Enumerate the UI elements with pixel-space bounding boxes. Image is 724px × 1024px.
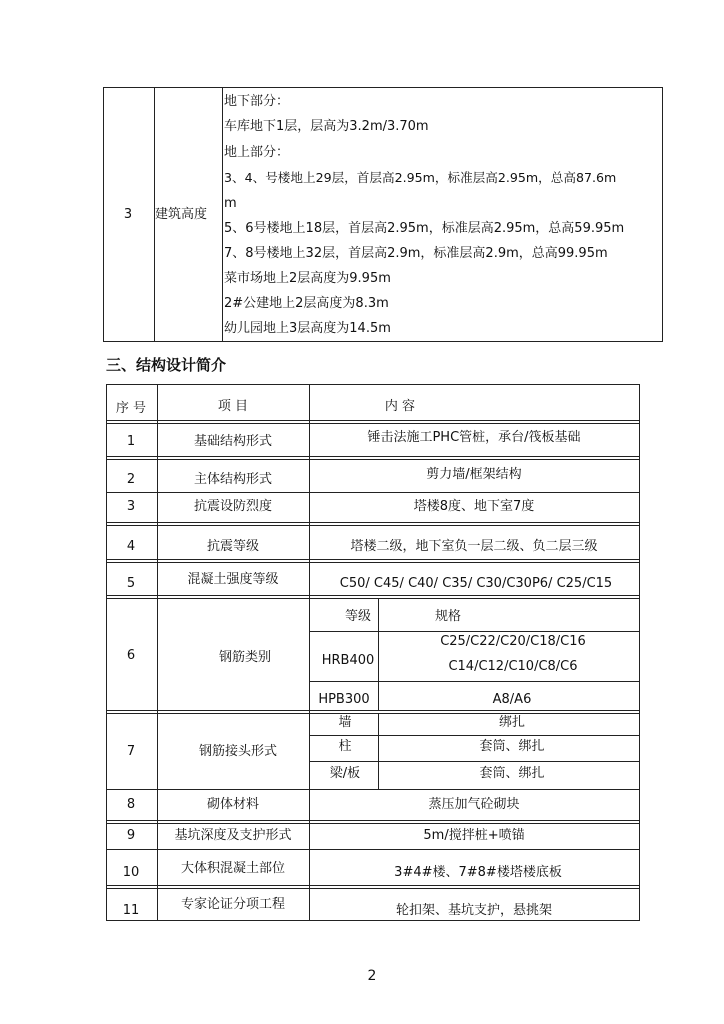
- row-content: 轮扣架、基坑支护，悬挑架: [395, 903, 553, 918]
- joint-method: 套筒、绑扎: [479, 739, 545, 754]
- row-content: 塔楼8度、地下室7度: [413, 499, 535, 514]
- section-heading: 三、结构设计简介: [106, 356, 227, 374]
- joint-part: 墙: [338, 715, 352, 730]
- row-no: 4: [126, 539, 136, 554]
- row-item: 基坑深度及支护形式: [174, 828, 292, 843]
- row-number: 3: [123, 207, 133, 222]
- rebar-grade-header: 等级: [344, 609, 372, 624]
- row-no: 5: [126, 576, 136, 591]
- row-item: 专家论证分项工程: [180, 897, 286, 912]
- row-no: 1: [126, 434, 136, 449]
- row-no: 8: [126, 797, 136, 812]
- row-no: 10: [122, 865, 140, 880]
- row-item: 钢筋接头形式: [198, 744, 278, 759]
- height-line: 5、6号楼地上18层，首层高2.95m，标准层高2.95m，总高59.95m: [224, 221, 625, 236]
- row-content: 塔楼二级，地下室负一层二级、负二层三级: [350, 539, 598, 554]
- height-line: 菜市场地上2层高度为9.95m: [224, 271, 391, 286]
- page-number: 2: [367, 968, 377, 984]
- rebar-spec: C25/C22/C20/C18/C16: [440, 634, 586, 649]
- row-content: 剪力墙/框架结构: [426, 467, 522, 482]
- row-no: 7: [126, 744, 136, 759]
- row-item: 主体结构形式: [193, 472, 273, 487]
- rebar-spec: A8/A6: [492, 692, 532, 707]
- joint-method: 套筒、绑扎: [479, 766, 545, 781]
- rebar-spec-header: 规格: [434, 609, 462, 624]
- joint-part: 梁/板: [329, 766, 361, 781]
- row-content: 蒸压加气砼砌块: [428, 797, 520, 812]
- height-line: 7、8号楼地上32层，首层高2.9m，标准层高2.9m，总高99.95m: [224, 246, 608, 261]
- row-no: 6: [126, 648, 136, 663]
- row-no: 3: [126, 499, 136, 514]
- rebar-spec: C14/C12/C10/C8/C6: [448, 659, 578, 674]
- row-item: 大体积混凝土部位: [180, 861, 286, 876]
- row-item: 钢筋类别: [218, 650, 272, 665]
- rebar-grade: HPB300: [318, 692, 370, 707]
- row-item: 砌体材料: [206, 797, 260, 812]
- height-line: m: [224, 196, 237, 211]
- joint-method: 绑扎: [498, 715, 526, 730]
- row-no: 11: [122, 903, 140, 918]
- row-item: 基础结构形式: [193, 434, 273, 449]
- header-content: 内 容: [384, 399, 416, 414]
- row-content: C50/ C45/ C40/ C35/ C30/C30P6/ C25/C15: [339, 576, 613, 591]
- rebar-grade: HRB400: [321, 653, 375, 668]
- row-content: 锤击法施工PHC管桩，承台/筏板基础: [367, 430, 581, 445]
- joint-part: 柱: [338, 739, 352, 754]
- row-item: 混凝土强度等级: [187, 572, 279, 587]
- row-no: 9: [126, 828, 136, 843]
- height-line: 2#公建地上2层高度为8.3m: [224, 296, 389, 311]
- header-item: 项 目: [217, 399, 249, 414]
- header-no: 序 号: [115, 401, 147, 416]
- row-content: 3#4#楼、7#8#楼塔楼底板: [394, 865, 562, 880]
- height-line: 车库地下1层，层高为3.2m/3.70m: [224, 119, 429, 134]
- height-line: 幼儿园地上3层高度为14.5m: [224, 321, 391, 336]
- row-item: 抗震等级: [206, 539, 260, 554]
- item-label: 建筑高度: [155, 207, 208, 222]
- row-content: 5m/搅拌桩+喷锚: [423, 828, 525, 843]
- height-line: 3、4、号楼地上29层，首层高2.95m，标准层高2.95m，总高87.6m: [224, 170, 617, 185]
- height-line: 地上部分：: [224, 145, 290, 160]
- row-item: 抗震设防烈度: [193, 499, 273, 514]
- height-line: 地下部分：: [224, 94, 290, 109]
- row-no: 2: [126, 472, 136, 487]
